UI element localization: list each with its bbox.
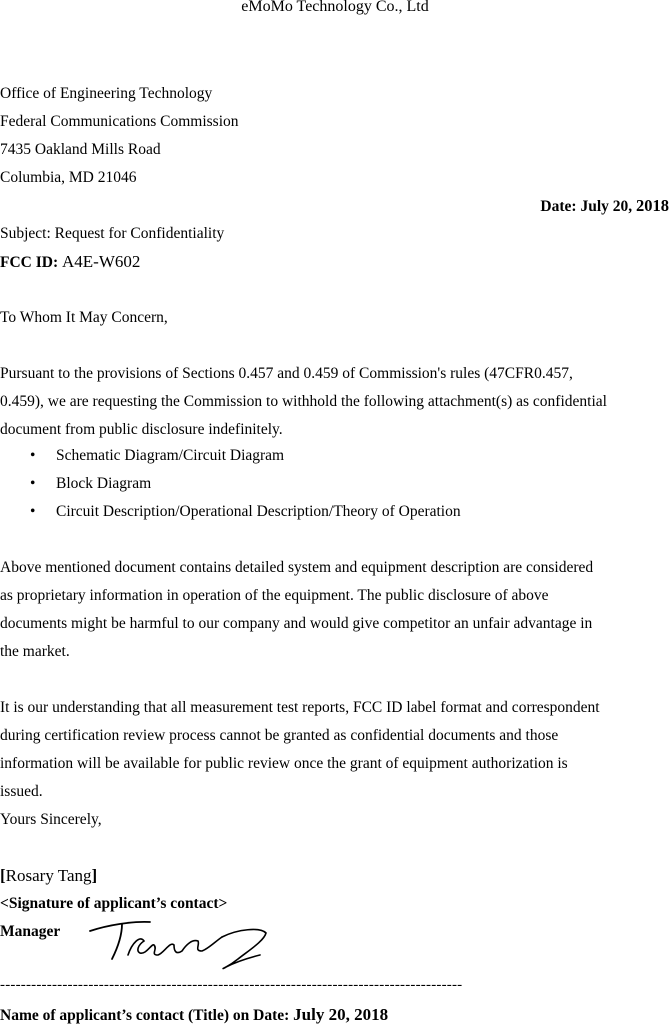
closing: Yours Sincerely, [0,811,102,828]
list-item [0,502,461,530]
para2-line-1: Above mentioned document contains detailed system and equipment description are considered [0,559,594,576]
bullet-icon: • [30,503,36,520]
footer-line [0,1005,388,1026]
para1-line-2: 0.459), we are requesting the Commission to withhold the following attachment(s) as confidential [0,393,607,410]
bracket-close: ] [91,866,98,885]
footer-label: Name of applicant’s contact (Title) on Date: [0,1007,294,1024]
para1-line-3: document from public disclosure indefinitely. [0,421,283,438]
para3-line-1: It is our understanding that all measurement test reports, FCC ID label format and correspondent [0,699,600,716]
para3-line-4: issued. [0,783,43,800]
bracket-open: [ [0,866,6,885]
footer-date: July 20, 2018 [293,1005,389,1024]
fcc-id-label: FCC ID: [0,254,62,271]
list-item [0,446,461,474]
list-item-text: Schematic Diagram/Circuit Diagram [56,447,285,464]
list-item [0,474,461,502]
signer-name [0,866,97,886]
subject-line: Subject: Request for Confidentiality [0,225,225,242]
para3-line-3: information will be available for public review once the grant of equipment authorization is [0,755,568,772]
address-line-4: Columbia, MD 21046 [0,169,137,186]
bullet-icon: • [30,447,36,464]
attachment-list [0,446,461,530]
company-header: eMoMo Technology Co., Ltd [241,0,429,15]
handwritten-signature [88,915,273,973]
greeting: To Whom It May Concern, [0,309,168,326]
date-year: 2018 [636,196,669,215]
fcc-id-value: A4E-W602 [62,252,141,271]
contact-title: Manager [0,923,61,940]
letter-date [540,196,669,217]
para1-line-1: Pursuant to the provisions of Sections 0.457 and 0.459 of Commission's rules (47CFR0.457, [0,365,573,382]
address-line-1: Office of Engineering Technology [0,85,213,102]
address-line-3: 7435 Oakland Mills Road [0,141,161,158]
para2-line-4: the market. [0,643,70,660]
bullet-icon: • [30,475,36,492]
signer-name-text: Rosary Tang [5,866,92,885]
date-label: Date: July 20, [540,198,636,215]
fcc-id-line [0,252,140,273]
dashed-divider: ----------------------------------------------------------------------------------------- [0,977,463,993]
list-item-text: Block Diagram [56,475,152,492]
address-line-2: Federal Communications Commission [0,113,239,130]
signature-caption: <Signature of applicant’s contact> [0,895,228,912]
list-item-text: Circuit Description/Operational Description/Theory of Operation [56,503,461,520]
para2-line-3: documents might be harmful to our company and would give competitor an unfair advantage in [0,615,593,632]
para2-line-2: as proprietary information in operation of the equipment. The public disclosure of above [0,587,549,604]
para3-line-2: during certification review process cannot be granted as confidential documents and those [0,727,559,744]
